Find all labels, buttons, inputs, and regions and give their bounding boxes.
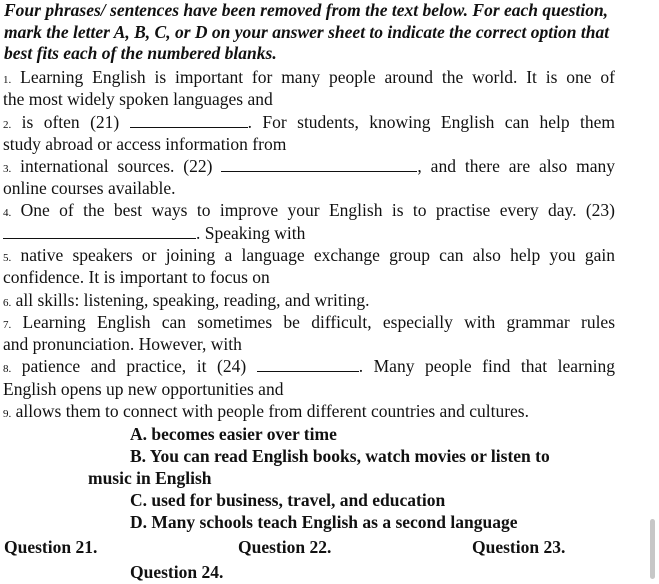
- line-text: . For students, knowing English can help them: [247, 112, 616, 132]
- line-text: , and there are also many: [417, 156, 616, 176]
- line-text: allows them to connect with people from different countries and cultures.: [15, 401, 529, 421]
- line-text: Learning English is important for many people around the world. It is one of: [20, 67, 616, 87]
- option-b-continued: music in English: [88, 468, 212, 488]
- line-number: 9.: [3, 408, 12, 420]
- line-text: native speakers or joining a language exchange group can also help you gain: [20, 245, 616, 265]
- line-text: patience and practice, it (24): [21, 356, 247, 376]
- line-text: . Speaking with: [196, 223, 306, 243]
- option-d: D. Many schools teach English as a second language: [130, 512, 518, 532]
- line-text: study abroad or access information from: [3, 134, 287, 154]
- blank-23: [3, 224, 196, 239]
- passage-line-10: [3, 266, 270, 288]
- line-text: Learning English can sometimes be difficult, especially with grammar rules: [22, 312, 616, 332]
- line-number: 3.: [3, 163, 12, 175]
- vertical-scrollbar[interactable]: [650, 519, 655, 579]
- passage-line-4: [3, 133, 286, 155]
- line-number: 8.: [3, 363, 12, 375]
- question-21-label: Question 21.: [4, 537, 98, 557]
- passage-line-6: [3, 177, 176, 199]
- line-text: . Many people find that learning: [358, 356, 616, 376]
- question-23-label: Question 23.: [472, 537, 566, 557]
- passage-line-8: [3, 222, 305, 244]
- instructions: Four phrases/ sentences have been removed from the text below. For each question, mark the letter A, B, C, or D on your answer sheet to indicate the correct option that best fits each of the numbered blanks.: [4, 0, 610, 63]
- blank-21: [130, 113, 248, 128]
- passage-line-16: [3, 400, 529, 425]
- line-text: One of the best ways to improve your English is to practise every day. (23): [20, 200, 615, 220]
- line-number: 5.: [3, 252, 12, 264]
- option-b: B. You can read English books, watch movies or listen to: [130, 446, 550, 466]
- line-text: confidence. It is important to focus on: [3, 267, 270, 287]
- blank-24: [257, 357, 359, 372]
- question-22-label: Question 22.: [238, 537, 332, 557]
- option-c: C. used for business, travel, and education: [130, 490, 446, 510]
- line-number: 7.: [3, 319, 12, 331]
- line-text: international sources. (22): [20, 156, 213, 176]
- passage-line-15: [3, 378, 283, 400]
- passage-line-7: [3, 199, 615, 224]
- question-24-label: Question 24.: [130, 562, 224, 582]
- line-text: all skills: listening, speaking, reading, and writing.: [15, 290, 370, 310]
- passage-line-2: [3, 88, 273, 110]
- line-number: 1.: [3, 74, 12, 86]
- passage-line-13: [3, 333, 242, 355]
- line-text: the most widely spoken languages and: [3, 89, 273, 109]
- line-text: English opens up new opportunities and: [3, 379, 284, 399]
- line-text: and pronunciation. However, with: [3, 334, 242, 354]
- line-number: 2.: [3, 119, 12, 131]
- passage-line-14: [3, 355, 615, 380]
- blank-22: [221, 157, 417, 172]
- line-text: is often (21): [21, 112, 120, 132]
- option-a: A. becomes easier over time: [130, 424, 337, 444]
- line-number: 6.: [3, 297, 12, 309]
- line-number: 4.: [3, 207, 12, 219]
- line-text: online courses available.: [3, 178, 176, 198]
